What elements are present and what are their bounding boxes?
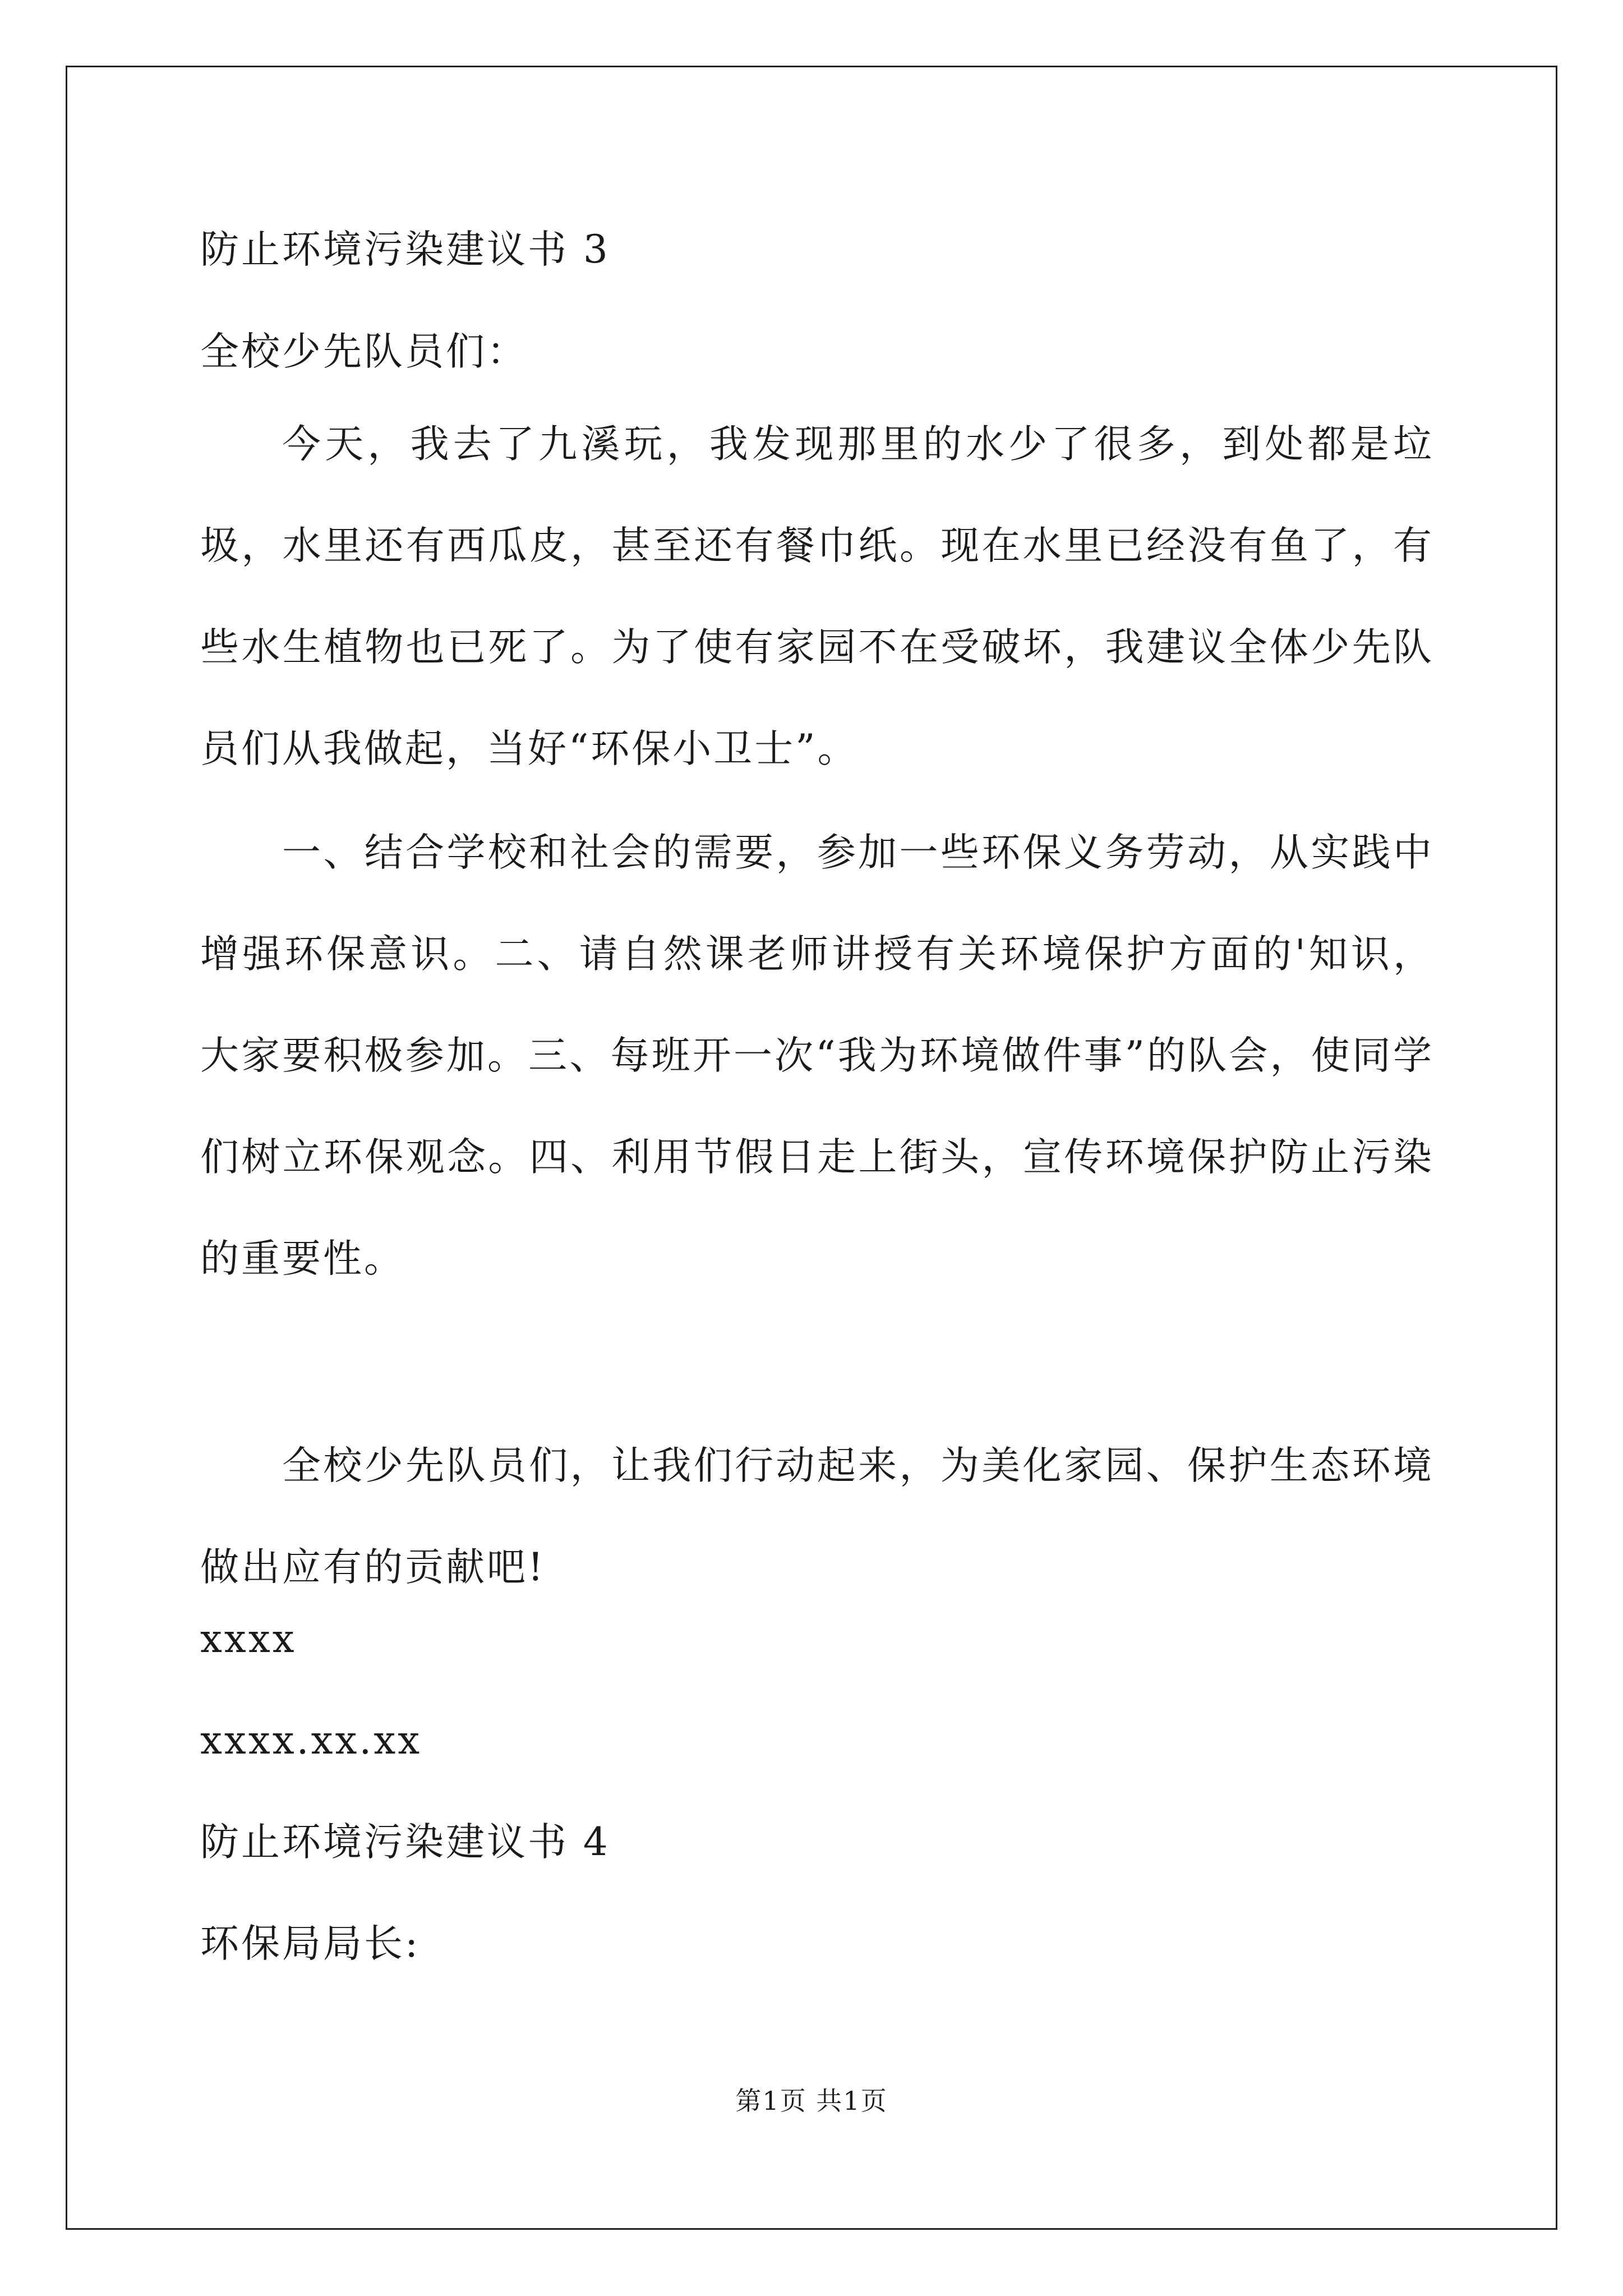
section-4-salutation: 环保局局长: (200, 1921, 421, 1966)
section-3-title: 防止环境污染建议书 3 (200, 227, 610, 272)
paragraph-3: 全校少先队员们，让我们行动起来，为美化家园、保护生态环境做出应有的贡献吧! (200, 1443, 1434, 1590)
section-4-title: 防止环境污染建议书 4 (200, 1820, 610, 1865)
signature: xxxx (200, 1617, 297, 1662)
paragraph-2: 一、结合学校和社会的需要，参加一些环保义务劳动，从实践中增强环保意识。二、请自然课老师讲授有关环境保护方面的'知识，大家要积极参加。三、每班开一次“我为环境做件事”的队会，使同学们树立环保观念。四、利用节假日走上街头，宣传环境保护防止污染的重要性。 (200, 830, 1434, 1281)
page-footer: 第1页 共1页 (735, 2086, 888, 2116)
section-3-salutation: 全校少先队员们： (200, 329, 528, 374)
paragraph-1: 今天，我去了九溪玩，我发现那里的水少了很多，到处都是垃圾，水里还有西瓜皮，甚至还有餐巾纸。现在水里已经没有鱼了，有些水生植物也已死了。为了使有家园不在受破坏，我建议全体少先队员们从我做起，当好“环保小卫士”。 (200, 422, 1434, 771)
date: xxxx.xx.xx (200, 1718, 422, 1763)
